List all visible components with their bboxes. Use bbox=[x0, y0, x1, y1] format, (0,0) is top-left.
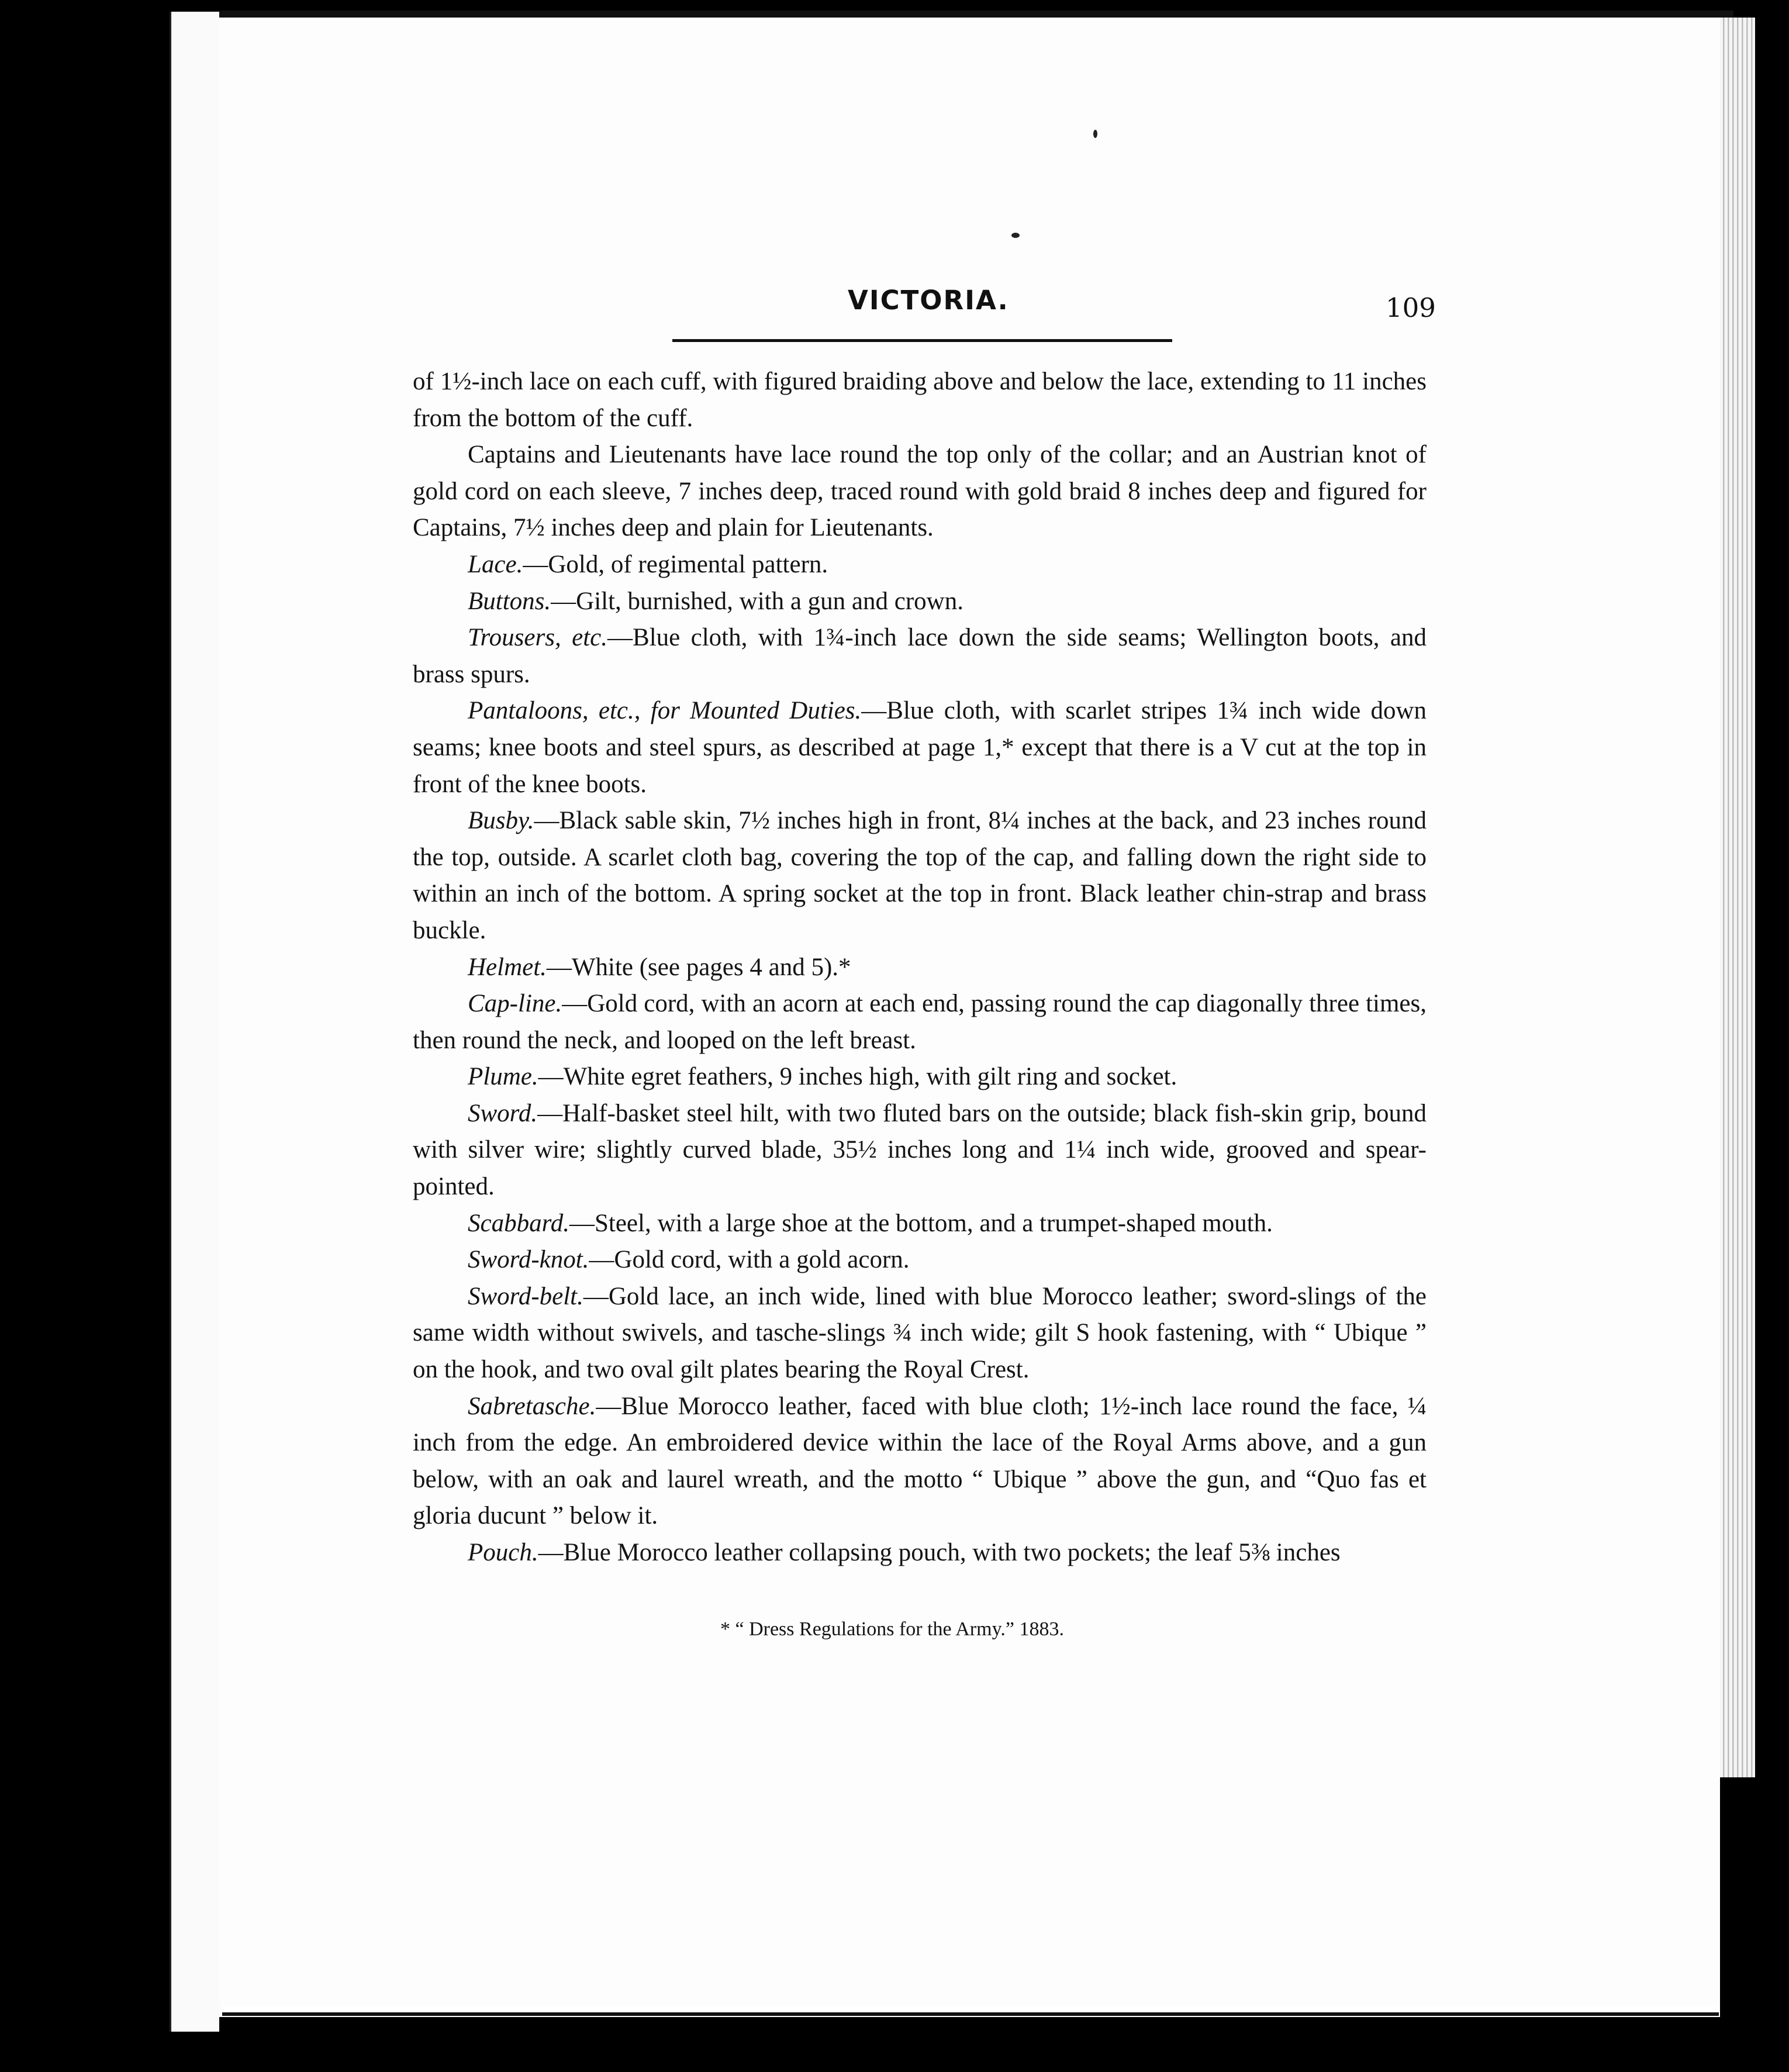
item-text: —White egret feathers, 9 inches high, with gilt ring and socket. bbox=[538, 1063, 1177, 1091]
item-heading: Pouch. bbox=[468, 1539, 538, 1566]
paragraph-sabretasche bbox=[413, 1389, 1427, 1535]
item-heading: Sabretasche. bbox=[468, 1392, 596, 1420]
scan-bottom-rule bbox=[222, 2007, 1719, 2016]
item-heading: Lace. bbox=[468, 550, 523, 578]
paragraph-cap-line bbox=[413, 986, 1427, 1059]
item-heading: Pantaloons, etc., for Mounted Duties. bbox=[468, 697, 862, 725]
paragraph-sword-knot bbox=[413, 1242, 1427, 1279]
header-rule bbox=[672, 339, 1172, 342]
item-heading: Scabbard. bbox=[468, 1209, 569, 1237]
paragraph-pantaloons bbox=[413, 693, 1427, 803]
item-heading: Sword. bbox=[468, 1099, 538, 1127]
item-text: —Blue cloth, with 1¾-inch lace down the side seams; Wellington boots, and brass spurs. bbox=[413, 624, 1427, 688]
paragraph-plume bbox=[413, 1059, 1427, 1096]
item-text: —Half-basket steel hilt, with two fluted bars on the outside; black fish-skin grip, bound with silver wire; slightly curved blade, 35½ inches long and 1¼ inch wide, grooved and spear-pointed. bbox=[413, 1099, 1427, 1201]
item-text: —Gilt, burnished, with a gun and crown. bbox=[551, 587, 963, 615]
item-heading: Sword-belt. bbox=[468, 1282, 583, 1310]
paragraph-lace bbox=[413, 547, 1427, 583]
paragraph-pouch bbox=[413, 1535, 1427, 1572]
item-text: —Blue Morocco leather, faced with blue cloth; 1½-inch lace round the face, ¼ inch from the edge. An embroidered device within the lace of the Royal Arms above, and a gun below, with an oak and laurel wreath, and the motto “ Ubique ” above the gun, and “Quo fas et gloria ducunt ” below it. bbox=[413, 1392, 1427, 1530]
paragraph-buttons bbox=[413, 583, 1427, 620]
paragraph-sword bbox=[413, 1096, 1427, 1206]
item-text: —Gold cord, with a gold acorn. bbox=[589, 1246, 910, 1274]
running-head-title: VICTORIA. bbox=[848, 285, 1009, 316]
paragraph-captains-lieutenants: Captains and Lieutenants have lace round the top only of the collar; and an Austrian knot of gold cord on each sleeve, 7 inches deep, traced round with gold braid 8 inches deep and figured for Captains, 7½ inches deep and plain for Lieutenants. bbox=[413, 441, 1427, 542]
page-stack-edge bbox=[1720, 18, 1755, 1777]
item-text: —Gold cord, with an acorn at each end, passing round the cap diagonally three times, then round the neck, and looped on the left breast. bbox=[413, 990, 1427, 1054]
paragraph-scabbard bbox=[413, 1206, 1427, 1242]
item-heading: Trousers, etc. bbox=[468, 624, 608, 652]
item-heading: Busby. bbox=[468, 807, 534, 835]
item-text: —White (see pages 4 and 5).* bbox=[546, 953, 851, 981]
item-text: —Black sable skin, 7½ inches high in front, 8¼ inches at the back, and 23 inches round the top, outside. A scarlet cloth bag, covering the top of the cap, and falling down the right side to within an inch of the bottom. A spring socket at the top in front. Black leather chin-strap and brass buckle. bbox=[413, 807, 1427, 944]
item-heading: Sword-knot. bbox=[468, 1246, 589, 1274]
paragraph-busby bbox=[413, 803, 1427, 949]
item-heading: Helmet. bbox=[468, 953, 547, 981]
item-text: —Steel, with a large shoe at the bottom, and a trumpet-shaped mouth. bbox=[569, 1209, 1273, 1237]
paragraph-helmet bbox=[413, 949, 1427, 986]
scan-left-border bbox=[0, 0, 170, 2072]
item-text: —Gold, of regimental pattern. bbox=[523, 550, 828, 578]
footnote: * “ Dress Regulations for the Army.” 1883. bbox=[720, 1618, 1064, 1640]
page-number: 109 bbox=[1386, 292, 1436, 323]
item-heading: Cap-line. bbox=[468, 990, 562, 1018]
item-heading: Plume. bbox=[468, 1063, 538, 1091]
ink-speck bbox=[1011, 233, 1020, 238]
paragraph-trousers bbox=[413, 620, 1427, 693]
item-heading: Buttons. bbox=[468, 587, 551, 615]
facing-page-edge bbox=[170, 12, 221, 2032]
item-text: —Blue cloth, with scarlet stripes 1¾ inch wide down seams; knee boots and steel spurs, as described at page 1,* except that there is a V cut at the top in front of the knee boots. bbox=[413, 697, 1427, 798]
body-text bbox=[413, 364, 1427, 1572]
item-text: —Blue Morocco leather collapsing pouch, with two pockets; the leaf 5⅜ inches bbox=[538, 1539, 1341, 1566]
paragraph-cuff-lace: of 1½-inch lace on each cuff, with figured braiding above and below the lace, extending to 11 inches from the bottom of the cuff. bbox=[413, 368, 1427, 432]
ink-speck bbox=[1093, 130, 1097, 138]
item-text: —Gold lace, an inch wide, lined with blue Morocco leather; sword-slings of the same width without swivels, and tasche-slings ¾ inch wide; gilt S hook fastening, with “ Ubique ” on the hook, and two oval gilt plates bearing the Royal Crest. bbox=[413, 1282, 1427, 1384]
scan-bottom-edge bbox=[219, 2017, 1789, 2072]
paragraph-sword-belt bbox=[413, 1279, 1427, 1389]
